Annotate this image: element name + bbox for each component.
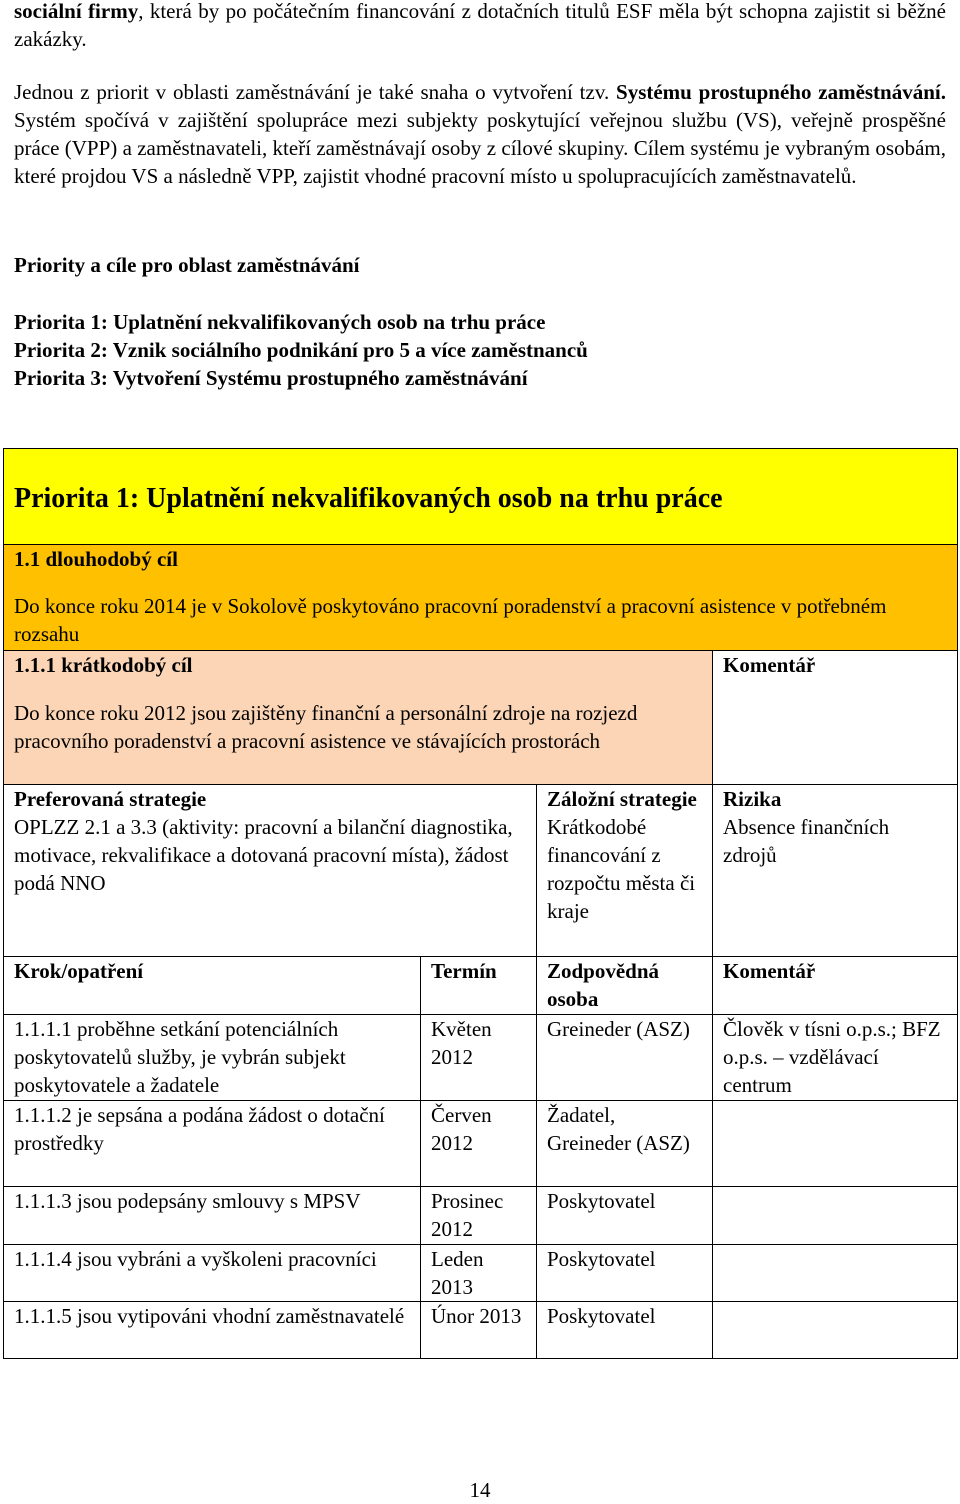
- comment-cell: [713, 1302, 958, 1359]
- responsible-cell: Poskytovatel: [537, 1245, 713, 1302]
- backup-strategy-text: Krátkodobé financování z rozpočtu města či kraje: [547, 815, 696, 923]
- intro-paragraph-1: [14, 0, 946, 53]
- table-row: [4, 1302, 958, 1359]
- step-cell: 1.1.1.5 jsou vytipováni vhodní zaměstnavatelé: [4, 1302, 421, 1359]
- table-row: [4, 1245, 958, 1302]
- priority-title: Priorita 1: Uplatnění nekvalifikovaných osob na trhu práce: [4, 449, 958, 545]
- priority-3: Priorita 3: Vytvoření Systému prostupného zaměstnávání: [14, 366, 528, 390]
- header-responsible: Zodpovědná osoba: [537, 957, 713, 1015]
- responsible-cell: Poskytovatel: [537, 1302, 713, 1359]
- risks-label: Rizika: [723, 787, 782, 811]
- intro-p1-bold: sociální firmy: [14, 0, 139, 23]
- priority-2: Priorita 2: Vznik sociálního podnikání pro 5 a více zaměstnanců: [14, 338, 588, 362]
- responsible-cell: Greineder (ASZ): [537, 1015, 713, 1101]
- responsible-cell: Poskytovatel: [537, 1187, 713, 1245]
- backup-strategy-label: Záložní strategie: [547, 787, 697, 811]
- intro-text: [14, 0, 946, 190]
- table-row: [4, 1187, 958, 1245]
- header-term: Termín: [421, 957, 537, 1015]
- term-cell: Únor 2013: [421, 1302, 537, 1359]
- risks-text: Absence finančních zdrojů: [723, 815, 890, 867]
- intro-p1-text: , která by po počátečním financování z dotačních titulů ESF měla být schopna zajistit si běžné zakázky.: [14, 0, 946, 51]
- long-goal-cell: [4, 545, 958, 651]
- step-cell: 1.1.1.4 jsou vybráni a vyškoleni pracovníci: [4, 1245, 421, 1302]
- long-goal-text: Do konce roku 2014 je v Sokolově poskytováno pracovní poradenství a pracovní asistence v potřebném rozsahu: [14, 594, 887, 646]
- intro-p2-bold: Systému prostupného zaměstnávání.: [616, 80, 946, 104]
- risks-cell: [713, 785, 958, 957]
- preferred-strategy-cell: [4, 785, 537, 957]
- page-number: 14: [469, 1478, 491, 1502]
- header-comment: Komentář: [713, 957, 958, 1015]
- comment-cell: [713, 1101, 958, 1187]
- term-cell: Leden 2013: [421, 1245, 537, 1302]
- intro-p2-start: Jednou z priorit v oblasti zaměstnávání je také snaha o vytvoření tzv.: [14, 80, 617, 104]
- priority-table: [3, 448, 958, 1359]
- responsible-cell: Žadatel, Greineder (ASZ): [537, 1101, 713, 1187]
- short-goal-text: Do konce roku 2012 jsou zajištěny finanční a personální zdroje na rozjezd pracovního poradenství a pracovní asistence ve stávajících prostorách: [14, 701, 638, 753]
- short-goal-cell: [4, 651, 713, 785]
- step-cell: 1.1.1.2 je sepsána a podána žádost o dotační prostředky: [4, 1101, 421, 1187]
- term-cell: Prosinec 2012: [421, 1187, 537, 1245]
- term-cell: Květen 2012: [421, 1015, 537, 1101]
- short-goal-label: 1.1.1 krátkodobý cíl: [14, 653, 193, 677]
- step-cell: 1.1.1.3 jsou podepsány smlouvy s MPSV: [4, 1187, 421, 1245]
- priority-1: Priorita 1: Uplatnění nekvalifikovaných osob na trhu práce: [14, 310, 546, 334]
- step-cell: 1.1.1.1 proběhne setkání potenciálních poskytovatelů služby, je vybrán subjekt poskytovatele a žadatele: [4, 1015, 421, 1101]
- comment-cell: [713, 1245, 958, 1302]
- comment-cell: [713, 1187, 958, 1245]
- preferred-strategy-text: OPLZZ 2.1 a 3.3 (aktivity: pracovní a bilanční diagnostika, motivace, rekvalifikace a dotovaná pracovní místa), žádost podá NNO: [14, 815, 513, 895]
- preferred-strategy-label: Preferovaná strategie: [14, 787, 207, 811]
- section-heading: Priority a cíle pro oblast zaměstnávání: [14, 253, 360, 277]
- table-row: [4, 1101, 958, 1187]
- long-goal-label: 1.1 dlouhodobý cíl: [14, 547, 178, 571]
- backup-strategy-cell: [537, 785, 713, 957]
- comment-cell: Člověk v tísni o.p.s.; BFZ o.p.s. – vzdělávací centrum: [713, 1015, 958, 1101]
- term-cell: Červen 2012: [421, 1101, 537, 1187]
- short-goal-comment-header: Komentář: [713, 651, 958, 785]
- table-row: [4, 1015, 958, 1101]
- intro-paragraph-2: [14, 78, 946, 190]
- intro-p2-text: Systém spočívá v zajištění spolupráce mezi subjekty poskytující veřejnou službu (VS), veřejně prospěšné práce (VPP) a zaměstnavateli, kteří zaměstnávají osoby z cílové skupiny. Cílem systému je vybraným osobám, které projdou VS a následně VPP, zajistit vhodné pracovní místo u spolupracujících zaměstnavatelů.: [14, 108, 946, 188]
- header-step: Krok/opatření: [4, 957, 421, 1015]
